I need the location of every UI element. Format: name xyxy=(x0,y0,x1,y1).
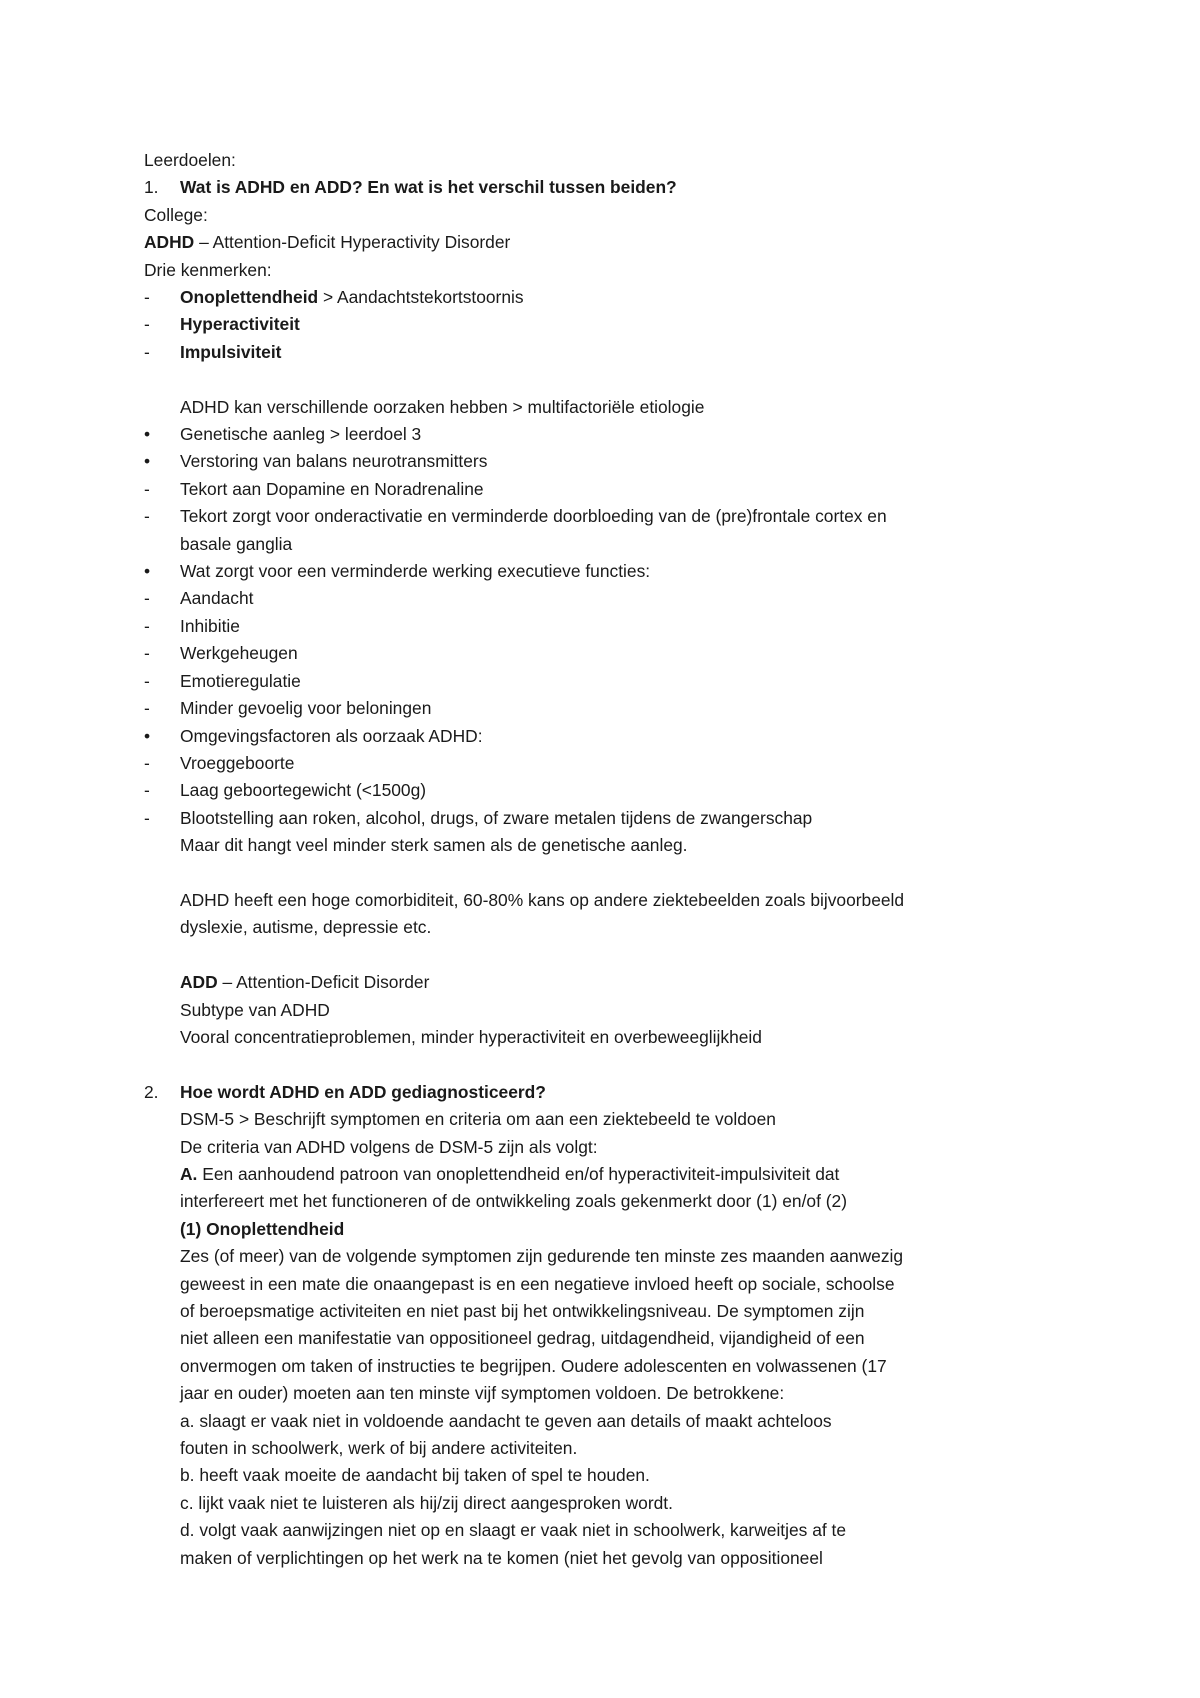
paragraph-line: jaar en ouder) moeten aan ten minste vijf symptomen voldoen. De betrokkene: xyxy=(180,1383,785,1404)
symptom-line: b. heeft vaak moeite de aandacht bij taken of spel te houden. xyxy=(180,1465,650,1486)
dash-marker: - xyxy=(144,615,150,636)
list-item: - Aandacht xyxy=(144,585,1200,612)
list-item: - Tekort zorgt voor onderactivatie en verminderde doorbloeding van de (pre)frontale cortex en xyxy=(144,503,1200,530)
kenmerken-label: Drie kenmerken: xyxy=(144,259,272,280)
list-item-continuation: basale ganglia xyxy=(180,533,293,554)
list-item: • Omgevingsfactoren als oorzaak ADHD: xyxy=(144,723,1200,750)
criterion-a-continuation: interfereert met het functioneren of de ontwikkeling zoals gekenmerkt door (1) en/of (2) xyxy=(180,1191,847,1212)
dash-marker: - xyxy=(144,752,150,773)
question-text: Hoe wordt ADHD en ADD gediagnosticeerd? xyxy=(180,1081,546,1102)
college-label: College: xyxy=(144,204,208,225)
bullet-marker: • xyxy=(144,424,151,445)
paragraph-line: niet alleen een manifestatie van oppositioneel gedrag, uitdagendheid, vijandigheid of een xyxy=(180,1328,865,1349)
dash-marker: - xyxy=(144,341,150,362)
criterion-a: A. Een aanhoudend patroon van onoplettendheid en/of hyperactiviteit-impulsiviteit dat xyxy=(180,1163,840,1184)
add-abbr: ADD xyxy=(180,972,218,993)
symptom-line: a. slaagt er vaak niet in voldoende aandacht te geven aan details of maakt achteloos xyxy=(180,1410,832,1431)
paragraph-line: of beroepsmatige activiteiten en niet past bij het ontwikkelingsniveau. De symptomen zijn xyxy=(180,1301,865,1321)
dash-marker: - xyxy=(144,780,150,801)
list-item: - Impulsiviteit xyxy=(144,339,1200,366)
symptom-line: fouten in schoolwerk, werk of bij andere activiteiten. xyxy=(180,1438,578,1459)
list-item: - Emotieregulatie xyxy=(144,668,1200,695)
dsm-line: DSM-5 > Beschrijft symptomen en criteria om aan een ziektebeeld te voldoen xyxy=(180,1109,776,1130)
symptom-line: d. volgt vaak aanwijzingen niet op en slaagt er vaak niet in schoolwerk, karweitjes af te xyxy=(180,1520,847,1541)
list-item: - Laag geboortegewicht (<1500g) xyxy=(144,777,1200,804)
bullet-marker: • xyxy=(144,725,151,746)
comorbiditeit-text: ADHD heeft een hoge comorbiditeit, 60-80% kans op andere ziektebeelden zoals bijvoorbeeld xyxy=(180,889,905,910)
dash-marker: - xyxy=(144,698,150,719)
add-description: Vooral concentratieproblemen, minder hyperactiviteit en overbeweeglijkheid xyxy=(180,1026,762,1047)
subheading-onoplettendheid: (1) Onoplettendheid xyxy=(180,1218,345,1239)
list-item: - Werkgeheugen xyxy=(144,640,1200,667)
oorzaken-intro: ADHD kan verschillende oorzaken hebben > multifactoriële etiologie xyxy=(180,396,705,417)
dash-marker: - xyxy=(144,588,150,609)
list-item: - Vroeggeboorte xyxy=(144,750,1200,777)
question-number: 1. xyxy=(144,177,159,198)
document-heading: Leerdoelen: xyxy=(144,150,236,170)
criteria-line: De criteria van ADHD volgens de DSM-5 zijn als volgt: xyxy=(180,1136,598,1157)
adhd-abbr: ADHD xyxy=(144,232,195,253)
dash-marker: - xyxy=(144,807,150,828)
question-1 xyxy=(144,174,1200,201)
list-item: • Verstoring van balans neurotransmitters xyxy=(144,448,1200,475)
list-item: • Wat zorgt voor een verminderde werking executieve functies: xyxy=(144,558,1200,585)
symptom-line: maken of verplichtingen op het werk na te komen (niet het gevolg van oppositioneel xyxy=(180,1547,823,1568)
omgeving-note: Maar dit hangt veel minder sterk samen als de genetische aanleg. xyxy=(180,835,688,856)
dash-marker: - xyxy=(144,287,150,308)
question-number: 2. xyxy=(144,1081,159,1102)
question-text: Wat is ADHD en ADD? En wat is het verschil tussen beiden? xyxy=(180,177,677,198)
list-item: - Blootstelling aan roken, alcohol, drugs, of zware metalen tijdens de zwangerschap xyxy=(144,805,1200,832)
dash-marker: - xyxy=(144,670,150,691)
list-item: - Hyperactiviteit xyxy=(144,311,1200,338)
criterion-a-label: A. xyxy=(180,1163,198,1184)
dash-marker: - xyxy=(144,506,150,527)
dash-marker: - xyxy=(144,314,150,335)
paragraph-line: onvermogen om taken of instructies te begrijpen. Oudere adolescenten en volwassenen (17 xyxy=(180,1355,887,1376)
list-item: - Tekort aan Dopamine en Noradrenaline xyxy=(144,476,1200,503)
adhd-full: – Attention-Deficit Hyperactivity Disorder xyxy=(194,232,511,253)
list-item: - Onoplettendheid > Aandachtstekortstoornis xyxy=(144,284,1200,311)
bullet-marker: • xyxy=(144,451,151,472)
dash-marker: - xyxy=(144,643,150,664)
symptom-line: c. lijkt vaak niet te luisteren als hij/zij direct aangesproken wordt. xyxy=(180,1492,673,1513)
add-subtype: Subtype van ADHD xyxy=(180,999,330,1020)
add-definition xyxy=(144,969,1200,996)
list-item: • Genetische aanleg > leerdoel 3 xyxy=(144,421,1200,448)
bullet-marker: • xyxy=(144,561,151,582)
list-item: - Minder gevoelig voor beloningen xyxy=(144,695,1200,722)
paragraph-line: geweest in een mate die onaangepast is en een negatieve invloed heeft op sociale, schoolse xyxy=(180,1273,895,1294)
dash-marker: - xyxy=(144,478,150,499)
list-item: - Inhibitie xyxy=(144,613,1200,640)
adhd-definition xyxy=(144,229,1200,256)
add-full: – Attention-Deficit Disorder xyxy=(217,972,430,993)
paragraph-line: Zes (of meer) van de volgende symptomen zijn gedurende ten minste zes maanden aanwezig xyxy=(180,1246,904,1267)
comorbiditeit-text: dyslexie, autisme, depressie etc. xyxy=(180,917,432,938)
question-2 xyxy=(144,1079,1200,1106)
